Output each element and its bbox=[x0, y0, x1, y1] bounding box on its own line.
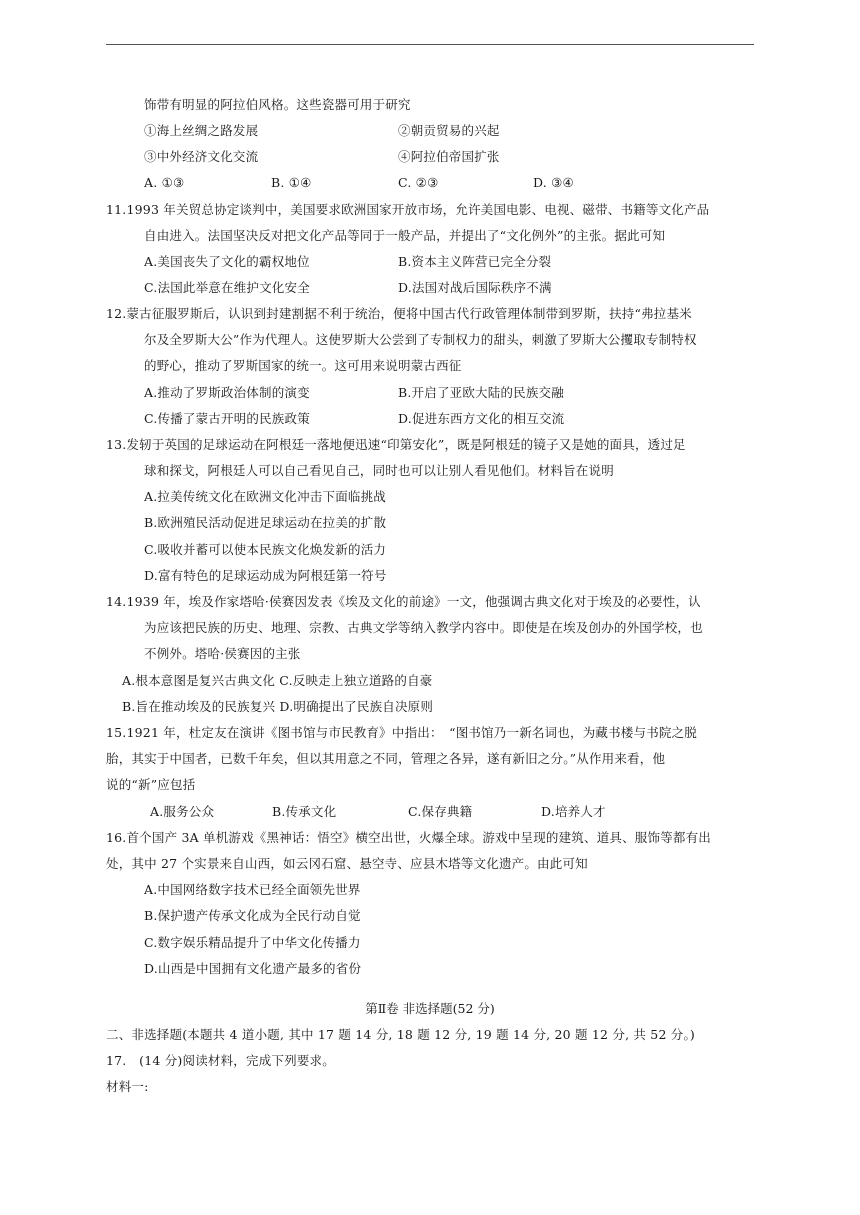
q11-stem-line-1: 11.1993 年关贸总协定谈判中，美国要求欧洲国家开放市场，允许美国电影、电视、磁带、书籍等文化产品 bbox=[106, 202, 710, 217]
q10-option-a: A. ①③ bbox=[144, 175, 185, 190]
q16-option-a: A.中国网络数字技术已经全面领先世界 bbox=[144, 882, 361, 897]
q12-option-d: D.促进东西方文化的相互交流 bbox=[398, 411, 565, 426]
q10-option-b: B. ①④ bbox=[271, 175, 312, 190]
q15-stem-line-2: 胎，其实于中国者，已数千年矣，但以其用意之不同，管理之各异，遂有新旧之分。”从作用来看，他 bbox=[106, 751, 666, 766]
q11-option-c: C.法国此举意在维护文化安全 bbox=[144, 280, 310, 295]
q11-option-b: B.资本主义阵营已完全分裂 bbox=[398, 254, 552, 269]
q15-option-b: B.传承文化 bbox=[272, 804, 337, 819]
header-rule bbox=[106, 44, 754, 45]
q12-option-a: A.推动了罗斯政治体制的演变 bbox=[144, 385, 310, 400]
q12-stem-line-2: 尔及全罗斯大公”作为代理人。这使罗斯大公尝到了专制权力的甜头，刺激了罗斯大公攫取专制特权 bbox=[144, 332, 697, 347]
q11-stem-line-2: 自由进入。法国坚决反对把文化产品等同于一般产品，并提出了“文化例外”的主张。据此可知 bbox=[144, 228, 666, 243]
q13-option-a: A.拉美传统文化在欧洲文化冲击下面临挑战 bbox=[144, 489, 387, 504]
part-2-title: 第Ⅱ卷 非选择题(52 分) bbox=[365, 1001, 495, 1016]
q16-stem-line-1: 16.首个国产 3A 单机游戏《黑神话：悟空》横空出世，火爆全球。游戏中呈现的建筑、道具、服饰等都有出 bbox=[106, 830, 712, 845]
q17-heading: 17. (14 分)阅读材料，完成下列要求。 bbox=[106, 1053, 335, 1068]
q10-statement-2: ②朝贡贸易的兴起 bbox=[398, 123, 500, 138]
section-2-heading: 二、非选择题(本题共 4 道小题, 其中 17 题 14 分, 18 题 12 分, 19 题 14 分, 20 题 12 分, 共 52 分。) bbox=[106, 1027, 695, 1042]
q12-stem-line-1: 12.蒙古征服罗斯后，认识到封建割据不利于统治，便将中国古代行政管理体制带到罗斯，扶持“弗拉基米 bbox=[106, 306, 692, 321]
q10-option-d: D. ③④ bbox=[533, 175, 574, 190]
q15-option-d: D.培养人才 bbox=[541, 804, 606, 819]
q13-stem-line-2: 球和探戈，阿根廷人可以自己看见自己，同时也可以让别人看见他们。材料旨在说明 bbox=[144, 463, 614, 478]
q14-stem-line-3: 不例外。塔哈·侯赛因的主张 bbox=[144, 646, 301, 661]
q14-options-a-c: A.根本意图是复兴古典文化 C.反映走上独立道路的自豪 bbox=[122, 673, 433, 688]
q15-option-a: A.服务公众 bbox=[150, 804, 215, 819]
q10-statement-1: ①海上丝绸之路发展 bbox=[144, 123, 259, 138]
q14-stem-line-1: 14.1939 年，埃及作家塔哈·侯赛因发表《埃及文化的前途》一文，他强调古典文化对于埃及的必要性，认 bbox=[106, 594, 701, 609]
q13-option-c: C.吸收并蓄可以使本民族文化焕发新的活力 bbox=[144, 542, 387, 557]
q14-options-b-d: B.旨在推动埃及的民族复兴 D.明确提出了民族自决原则 bbox=[122, 699, 434, 714]
q11-option-a: A.美国丧失了文化的霸权地位 bbox=[144, 254, 310, 269]
q16-stem-line-2: 处，其中 27 个实景来自山西，如云冈石窟、悬空寺、应县木塔等文化遗产。由此可知 bbox=[106, 856, 588, 871]
q10-stem-end: 饰带有明显的阿拉伯风格。这些瓷器可用于研究 bbox=[144, 97, 411, 112]
q14-stem-line-2: 为应该把民族的历史、地理、宗教、古典文学等纳入教学内容中。即使是在埃及创办的外国学校，也 bbox=[144, 620, 703, 635]
q16-option-d: D.山西是中国拥有文化遗产最多的省份 bbox=[144, 961, 362, 976]
q15-stem-line-3: 说的“新”应包括 bbox=[106, 777, 196, 792]
q16-option-b: B.保护遗产传承文化成为全民行动自觉 bbox=[144, 908, 361, 923]
q12-option-b: B.开启了亚欧大陆的民族交融 bbox=[398, 385, 564, 400]
q15-stem-line-1: 15.1921 年，杜定友在演讲《图书馆与市民教育》中指出： “图书馆乃一新名词也，为藏书楼与书院之脱 bbox=[106, 725, 698, 740]
q10-statement-3: ③中外经济文化交流 bbox=[144, 149, 259, 164]
q13-option-b: B.欧洲殖民活动促进足球运动在拉美的扩散 bbox=[144, 515, 387, 530]
q12-stem-line-3: 的野心，推动了罗斯国家的统一。这可用来说明蒙古西征 bbox=[144, 358, 462, 373]
q16-option-c: C.数字娱乐精品提升了中华文化传播力 bbox=[144, 935, 361, 950]
q13-stem-line-1: 13.发轫于英国的足球运动在阿根廷一落地便迅速“印第安化”，既是阿根廷的镜子又是她的面具，透过足 bbox=[106, 437, 686, 452]
q12-option-c: C.传播了蒙古开明的民族政策 bbox=[144, 411, 310, 426]
q11-option-d: D.法国对战后国际秩序不满 bbox=[398, 280, 552, 295]
q10-statement-4: ④阿拉伯帝国扩张 bbox=[398, 149, 500, 164]
q15-option-c: C.保存典籍 bbox=[408, 804, 473, 819]
q13-option-d: D.富有特色的足球运动成为阿根廷第一符号 bbox=[144, 568, 387, 583]
q10-option-c: C. ②③ bbox=[398, 175, 439, 190]
material-1-label: 材料一: bbox=[106, 1079, 149, 1094]
